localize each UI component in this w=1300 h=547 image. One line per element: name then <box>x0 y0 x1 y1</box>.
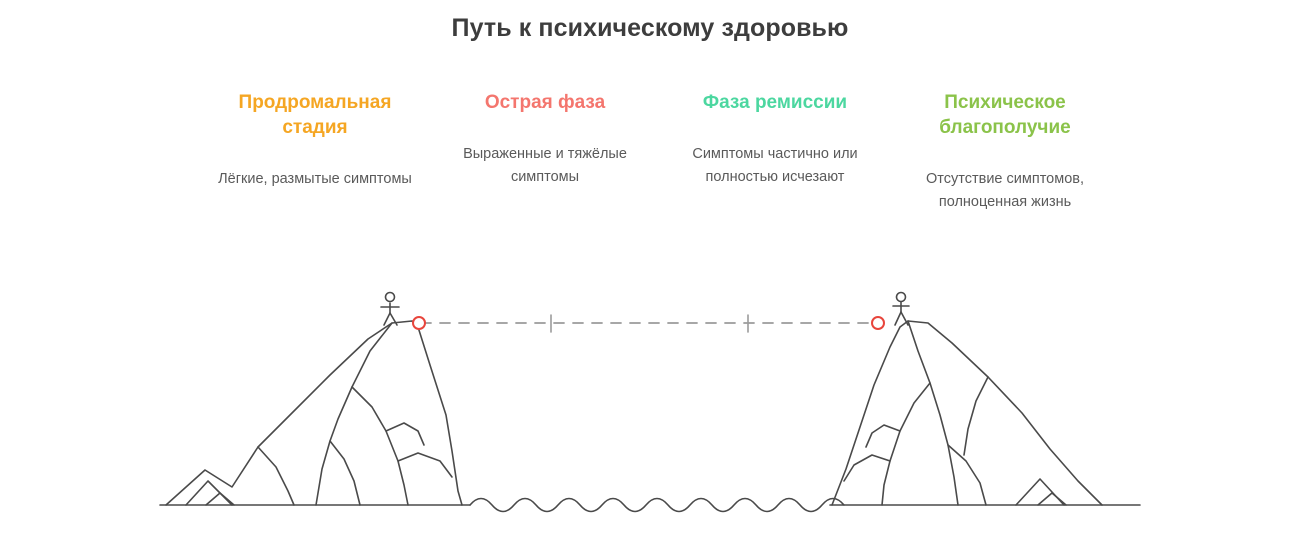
right-mountain <box>832 321 1102 505</box>
page-title: Путь к психическому здоровью <box>451 14 849 42</box>
stage-item-prodromal <box>200 90 430 191</box>
mountain-illustration <box>0 255 1300 547</box>
stage-item-acute <box>430 90 660 188</box>
stage-item-remission <box>660 90 890 188</box>
anchor-point-left <box>413 317 425 329</box>
stage-description: Лёгкие, размытые симптомы <box>218 171 412 188</box>
climber-standing-left <box>381 293 399 326</box>
wavy-water-line <box>470 499 844 512</box>
left-mountain <box>166 321 462 505</box>
stage-title: Психическое благополучие <box>939 92 1071 139</box>
rope-line <box>421 315 876 332</box>
stage-title: Фаза ремиссии <box>702 92 848 113</box>
stage-description: Симптомы частично или полностью исчезают <box>692 146 858 185</box>
stage-item-wellbeing <box>890 90 1120 213</box>
stage-title: Продромальная стадия <box>238 92 392 139</box>
stage-description: Выраженные и тяжёлые симптомы <box>463 146 627 185</box>
stage-title: Острая фаза <box>484 92 606 113</box>
stage-list <box>200 90 1120 213</box>
anchor-point-right <box>872 317 884 329</box>
stage-description: Отсутствие симптомов, полноценная жизнь <box>926 171 1084 210</box>
climber-standing-right <box>893 293 909 326</box>
